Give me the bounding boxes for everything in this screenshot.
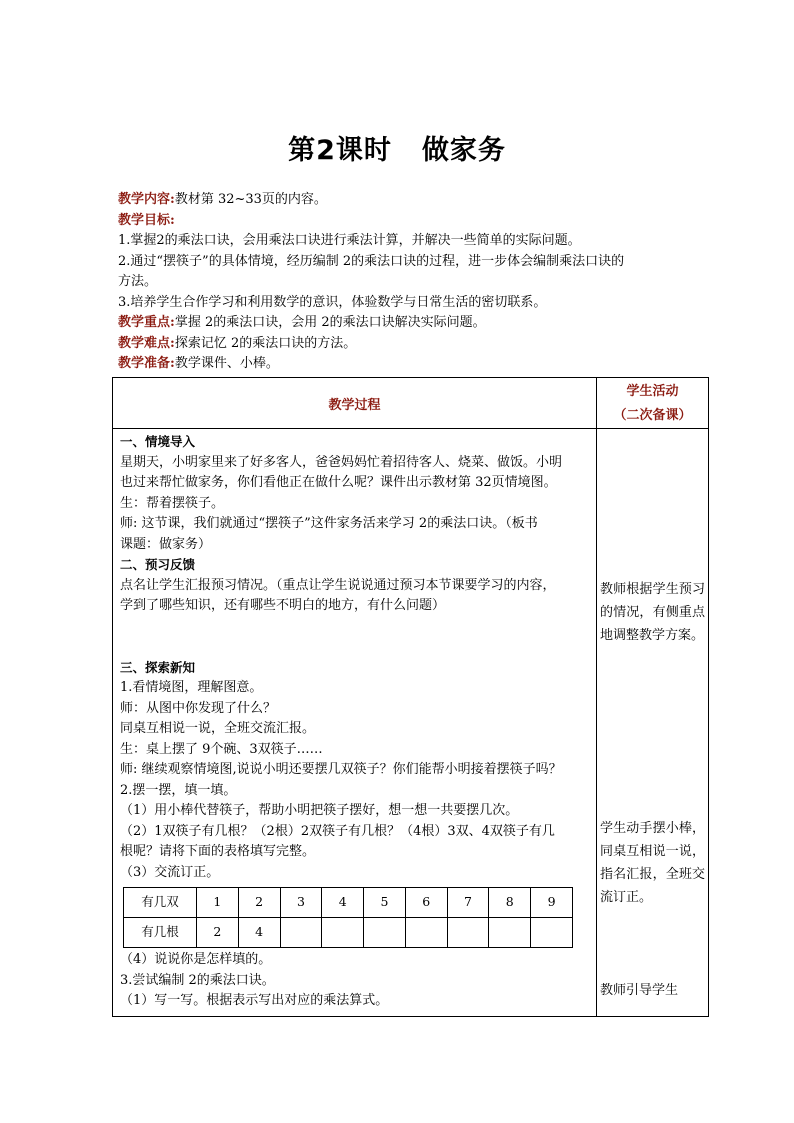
s3-l8a: （2）1双筷子有几根？（2根）2双筷子有几根？（4根）3双、4双筷子有几 xyxy=(120,823,555,839)
s3-l12: （1）写一写。根据表示写出对应的乘法算式。 xyxy=(120,993,389,1008)
goal-2a: 2.通过“摆筷子”的具体情境，经历编制 2的乘法口诀的过程，进一步体会编制乘法口诀的 xyxy=(118,253,625,269)
s3-l7: （1）用小棒代替筷子，帮助小明把筷子摆好，想一想一共要摆几次。 xyxy=(120,803,519,818)
pairs-cell: 3 xyxy=(280,888,322,918)
sticks-cell xyxy=(280,918,322,948)
sticks-row xyxy=(124,918,573,948)
side-header xyxy=(597,378,709,429)
s1-p3b: 课题：做家务） xyxy=(120,536,212,552)
content-text: 教材第 32~33页的内容。 xyxy=(174,192,327,207)
s3-l5: 师: 继续观察情境图,说说小明还要摆几双筷子？你们能帮小明接着摆筷子吗？ xyxy=(120,762,562,777)
sticks-cell xyxy=(322,918,364,948)
lesson-topic: 做家务 xyxy=(421,135,506,166)
goals-line xyxy=(118,211,718,232)
lesson-number: 第2课时 xyxy=(288,135,392,166)
s3-l1: 1.看情境图，理解图意。 xyxy=(120,680,263,695)
s3-l4: 生：桌上摆了 9个碗、3双筷子…… xyxy=(120,741,323,757)
lesson-plan-table xyxy=(112,377,709,1017)
sticks-cell: 2 xyxy=(197,918,239,948)
pairs-cell: 9 xyxy=(531,888,573,918)
note-guide: 教师引导学生 xyxy=(600,983,679,998)
s1-p1b: 也过来帮忙做家务，你们看他正在做什么呢？课件出示教材第 32页情境图。 xyxy=(120,475,557,490)
section-3-title: 三、探索新知 xyxy=(120,659,196,675)
goal-3: 3.培养学生合作学习和利用数学的意识，体验数学与日常生活的密切联系。 xyxy=(118,294,547,310)
goals-label: 教学目标: xyxy=(118,212,175,228)
pairs-cell: 2 xyxy=(238,888,280,918)
content-line xyxy=(118,190,718,211)
section-1-title: 一、情境导入 xyxy=(120,434,196,449)
student-activity-column xyxy=(597,429,709,1017)
s2-p1b: 学到了哪些知识，还有哪些不明白的地方，有什么问题） xyxy=(120,598,446,613)
pairs-cell: 6 xyxy=(405,888,447,918)
s2-p1a: 点名让学生汇报预习情况。（重点让学生说说通过预习本节课要学习的内容， xyxy=(120,577,556,593)
note-preview-feedback: 教师根据学生预习的情况，有侧重点地调整教学方案。 xyxy=(600,582,705,643)
sticks-cell xyxy=(447,918,489,948)
s3-l9: （3）交流订正。 xyxy=(120,864,220,880)
pairs-row xyxy=(124,888,573,918)
pairs-cell: 1 xyxy=(197,888,239,918)
s1-p2: 生：帮着摆筷子。 xyxy=(120,495,225,511)
side-header-line2: （二次备课） xyxy=(613,408,692,423)
difficult-label: 教学难点: xyxy=(118,335,175,351)
chopsticks-table xyxy=(123,887,573,948)
pairs-row-label: 有几双 xyxy=(124,888,197,918)
page-title xyxy=(0,128,794,167)
difficult-line xyxy=(118,334,718,355)
prep-text: 教学课件、小棒。 xyxy=(174,356,279,371)
s3-l6: 2.摆一摆，填一填。 xyxy=(120,782,237,798)
process-content xyxy=(113,429,597,1017)
key-line xyxy=(118,313,718,334)
prep-line xyxy=(118,354,718,375)
sticks-cell xyxy=(364,918,406,948)
prep-label: 教学准备: xyxy=(118,356,175,371)
pairs-cell: 4 xyxy=(322,888,364,918)
spacer xyxy=(120,617,592,658)
difficult-text: 探索记忆 2的乘法口诀的方法。 xyxy=(174,335,357,351)
sticks-cell xyxy=(489,918,531,948)
process-header: 教学过程 xyxy=(113,378,597,429)
s3-l10: （4）说说你是怎样填的。 xyxy=(120,952,272,967)
sticks-cell xyxy=(531,918,573,948)
content-label: 教学内容: xyxy=(118,192,175,207)
sticks-cell xyxy=(405,918,447,948)
s3-l3: 同桌互相说一说，全班交流汇报。 xyxy=(120,721,316,736)
lesson-intro xyxy=(118,190,718,375)
sticks-cell: 4 xyxy=(238,918,280,948)
key-label: 教学重点: xyxy=(118,315,175,330)
goal-2b: 方法。 xyxy=(118,274,158,289)
s3-l2: 师：从图中你发现了什么？ xyxy=(120,700,277,716)
pairs-cell: 8 xyxy=(489,888,531,918)
s3-l8b: 根呢？请将下面的表格填写完整。 xyxy=(120,844,316,859)
s1-p3a: 师: 这节课，我们就通过“摆筷子”这件家务活来学习 2的乘法口诀。（板书 xyxy=(120,516,538,531)
note-hands-on: 学生动手摆小棒，同桌互相说一说，指名汇报，全班交流订正。 xyxy=(600,821,705,905)
s1-p1a: 星期天，小明家里来了好多客人，爸爸妈妈忙着招待客人、烧菜、做饭。小明 xyxy=(120,454,563,470)
goal-1: 1.掌握2的乘法口诀，会用乘法口诀进行乘法计算，并解决一些简单的实际问题。 xyxy=(118,233,581,248)
section-2-title: 二、预习反馈 xyxy=(120,557,196,572)
pairs-cell: 5 xyxy=(364,888,406,918)
key-text: 掌握 2的乘法口诀，会用 2的乘法口诀解决实际问题。 xyxy=(174,315,486,330)
pairs-cell: 7 xyxy=(447,888,489,918)
side-header-line1: 学生活动 xyxy=(626,384,679,399)
sticks-row-label: 有几根 xyxy=(124,918,197,948)
s3-l11: 3.尝试编制 2的乘法口诀。 xyxy=(120,972,275,988)
